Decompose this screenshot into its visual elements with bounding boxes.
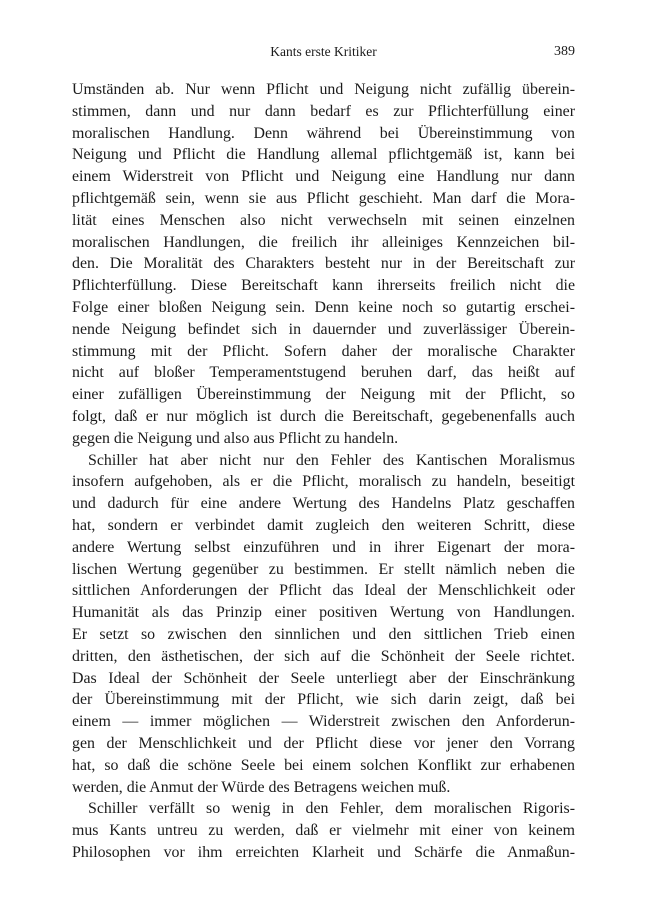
page-number: 389 [554,44,575,59]
text-line: Umständen ab. Nur wenn Pflicht und Neigung nicht zufällig überein- [72,81,575,98]
text-line: einer zufälligen Übereinstimmung der Neigung mit der Pflicht, so [72,386,575,404]
text-line: folgt, daß er nur möglich ist durch die Bereitschaft, gegebenenfalls auch [72,407,575,425]
text-line: gegen die Neigung und also aus Pflicht zu handeln. [72,429,399,447]
text-line: den. Die Moralität des Charakters besteht nur in der Bereitschaft zur [72,255,575,273]
text-line: Philosophen vor ihm erreichten Klarheit und Schärfe die Anmaßun- [72,843,575,861]
text-line: hat, so daß die schöne Seele bei einem solchen Konflikt zur erhabenen [72,756,575,774]
text-line: einem — immer möglichen — Widerstreit zwischen den Anforderun- [72,713,575,731]
text-line: Das Ideal der Schönheit der Seele unterliegt aber der Einschränkung [72,669,575,687]
text-line: Folge einer bloßen Neigung sein. Denn keine noch so gutartig erschei- [72,298,575,316]
text-line: Schiller verfällt so wenig in den Fehler, dem moralischen Rigoris- [88,800,575,818]
text-line: mus Kants untreu zu werden, daß er vielmehr mit einer von keinem [72,822,575,840]
text-line: nende Neigung befindet sich in dauernder und zuverlässiger Überein- [72,320,575,338]
text-line: moralischen Handlung. Denn während bei Übereinstimmung von [72,124,575,142]
text-line: einem Widerstreit von Pflicht und Neigung eine Handlung nur dann [72,168,575,186]
text-line: dritten, den ästhetischen, der sich auf die Schönheit der Seele richtet. [72,647,575,665]
text-line: Schiller hat aber nicht nur den Fehler des Kantischen Moralismus [88,451,575,469]
text-line: hat, sondern er verbindet damit zugleich den weiteren Schritt, diese [72,516,575,534]
text-line: lität eines Menschen also nicht verwechseln mit seinen einzelnen [72,211,575,229]
running-title: Kants erste Kritiker [270,44,377,59]
text-line: Humanität als das Prinzip einer positiven Wertung von Handlungen. [72,604,575,622]
text-line: nicht auf bloßer Temperamentstugend beruhen darf, das heißt auf [72,364,575,382]
text-line: andere Wertung selbst einzuführen und in ihrer Eigenart der mora- [72,538,575,556]
text-line: und dadurch für eine andere Wertung des Handelns Platz geschaffen [72,495,575,513]
text-line: Neigung und Pflicht die Handlung allemal pflichtgemäß ist, kann bei [72,146,575,164]
text-line: lischen Wertung gegenüber zu bestimmen. Er stellt nämlich neben die [72,560,575,578]
page-header [72,44,575,66]
text-line: werden, die Anmut der Würde des Betragens weichen muß. [72,778,451,796]
text-line: Er setzt so zwischen den sinnlichen und den sittlichen Trieb einen [72,625,575,643]
body-text [72,79,575,864]
text-line: sittlichen Anforderungen der Pflicht das Ideal der Menschlichkeit oder [72,582,575,600]
text-line: der Übereinstimmung mit der Pflicht, wie sich darin zeigt, daß bei [72,691,575,709]
text-line: insofern aufgehoben, als er die Pflicht, moralisch zu handeln, beseitigt [72,473,575,491]
text-line: moralischen Handlungen, die freilich ihr alleiniges Kennzeichen bil- [72,233,575,251]
text-line: Pflichterfüllung. Diese Bereitschaft kann ihrerseits freilich nicht die [72,277,575,295]
text-line: stimmung mit der Pflicht. Sofern daher der moralische Charakter [72,342,575,360]
text-line: stimmen, dann und nur dann bedarf es zur Pflichterfüllung einer [72,102,575,120]
text-line: gen der Menschlichkeit und der Pflicht diese vor jener den Vorrang [72,734,575,752]
text-line: pflichtgemäß sein, wenn sie aus Pflicht geschieht. Man darf die Mora- [72,189,575,207]
